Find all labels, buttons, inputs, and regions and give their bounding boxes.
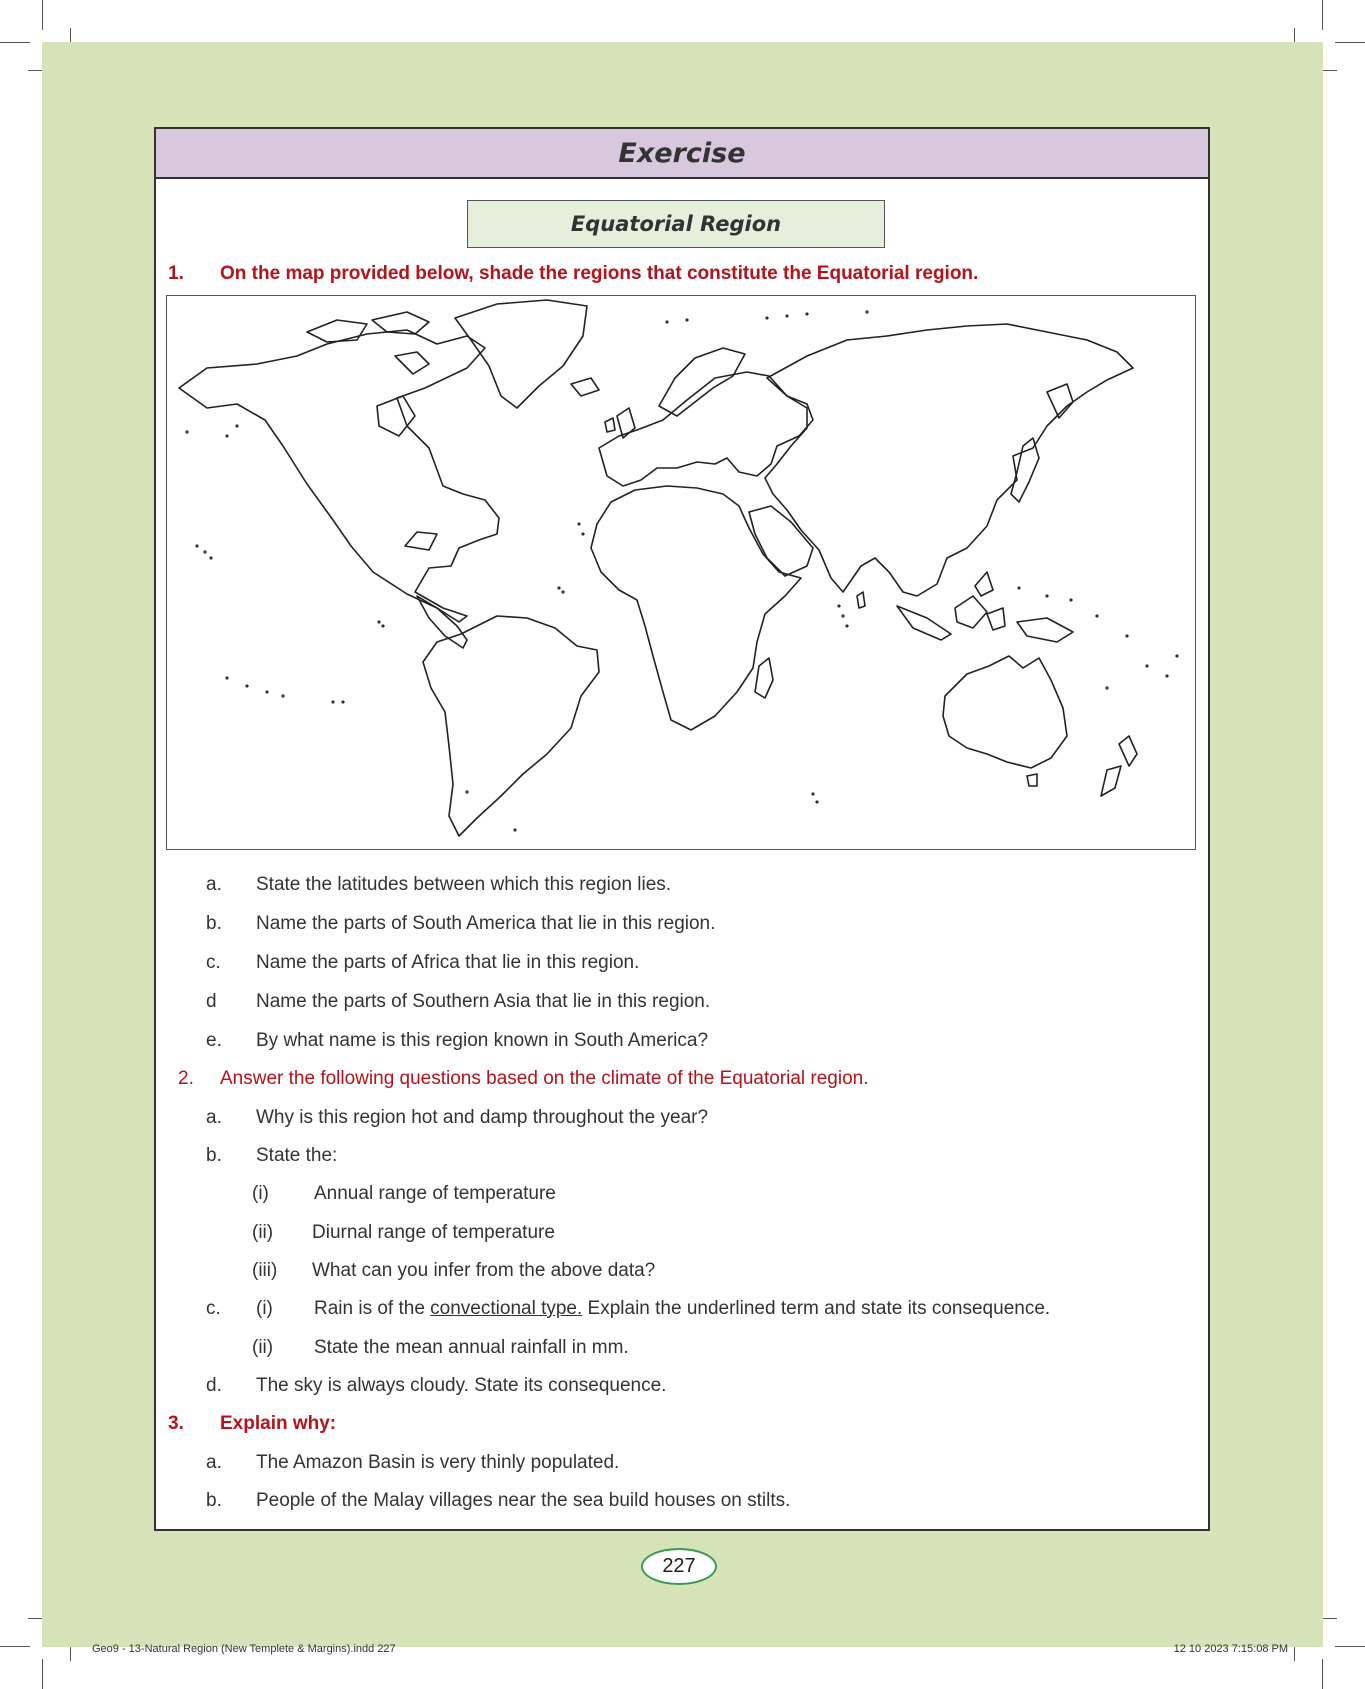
question-2b-iii-text: What can you infer from the above data? bbox=[312, 1260, 656, 1281]
asia-outline bbox=[765, 324, 1133, 596]
question-2c-label: c. bbox=[206, 1298, 221, 1319]
question-2c-ii-label: (ii) bbox=[252, 1337, 274, 1358]
print-slug-left: Geo9 - 13-Natural Region (New Templete & Margins).indd 227 bbox=[92, 1643, 396, 1655]
question-2-text: Answer the following questions based on the climate of the Equatorial region. bbox=[220, 1068, 869, 1089]
north-america-outline bbox=[179, 330, 499, 622]
new-zealand-outline bbox=[1119, 736, 1137, 766]
question-2c-i-text-pre: Rain is of the bbox=[314, 1298, 431, 1319]
question-1b-label: b. bbox=[206, 913, 222, 934]
question-1 bbox=[168, 263, 978, 285]
question-1d-text: Name the parts of Southern Asia that lie in this region. bbox=[256, 991, 711, 1012]
exercise-title: Exercise bbox=[618, 138, 746, 169]
question-1c bbox=[206, 952, 639, 974]
question-3b-label: b. bbox=[206, 1490, 222, 1511]
question-2c-i-label: (i) bbox=[256, 1298, 273, 1319]
question-2c-i-underlined-term: convectional type. bbox=[430, 1298, 583, 1319]
south-america-outline bbox=[423, 616, 599, 836]
exercise-title-bar bbox=[156, 129, 1208, 179]
question-2b bbox=[206, 1145, 337, 1167]
question-2-number: 2. bbox=[178, 1068, 194, 1089]
question-2d-text: The sky is always cloudy. State its consequence. bbox=[256, 1375, 667, 1396]
question-1a bbox=[206, 874, 671, 896]
question-2b-ii-label: (ii) bbox=[252, 1222, 274, 1243]
question-2b-i-text: Annual range of temperature bbox=[314, 1183, 556, 1204]
question-1e-text: By what name is this region known in South America? bbox=[256, 1030, 709, 1051]
question-2c-i bbox=[206, 1298, 1050, 1320]
question-1d bbox=[206, 991, 710, 1013]
world-outline-map[interactable] bbox=[166, 295, 1196, 850]
page-number: 227 bbox=[641, 1548, 717, 1585]
question-3 bbox=[168, 1413, 336, 1435]
question-3a bbox=[206, 1452, 619, 1474]
question-2c-ii-text: State the mean annual rainfall in mm. bbox=[314, 1337, 629, 1358]
question-2 bbox=[178, 1068, 869, 1090]
question-2b-text: State the: bbox=[256, 1145, 338, 1166]
question-2a-label: a. bbox=[206, 1107, 222, 1128]
question-1c-label: c. bbox=[206, 952, 221, 973]
question-1e-label: e. bbox=[206, 1030, 222, 1051]
question-2b-ii bbox=[252, 1222, 555, 1244]
greenland-outline bbox=[455, 300, 587, 408]
question-3-number: 3. bbox=[168, 1413, 184, 1434]
question-2a bbox=[206, 1107, 708, 1129]
question-3a-text: The Amazon Basin is very thinly populated. bbox=[256, 1452, 620, 1473]
print-slug-right: 12 10 2023 7:15:08 PM bbox=[1173, 1643, 1288, 1655]
question-2d-label: d. bbox=[206, 1375, 222, 1396]
australia-outline bbox=[943, 656, 1067, 768]
question-3a-label: a. bbox=[206, 1452, 222, 1473]
question-1a-label: a. bbox=[206, 874, 222, 895]
africa-outline bbox=[591, 486, 801, 730]
question-3-text: Explain why: bbox=[220, 1413, 337, 1434]
question-2b-i bbox=[252, 1183, 556, 1205]
question-2b-iii-label: (iii) bbox=[252, 1260, 278, 1281]
question-2b-label: b. bbox=[206, 1145, 222, 1166]
question-3b bbox=[206, 1490, 790, 1512]
question-1d-label: d bbox=[206, 991, 217, 1012]
question-3b-text: People of the Malay villages near the sea build houses on stilts. bbox=[256, 1490, 791, 1511]
question-1b-text: Name the parts of South America that lie in this region. bbox=[256, 913, 716, 934]
question-1-text: On the map provided below, shade the regions that constitute the Equatorial region. bbox=[220, 263, 979, 284]
europe-outline bbox=[599, 372, 813, 486]
world-map-drawing bbox=[167, 296, 1194, 848]
question-1b bbox=[206, 913, 715, 935]
question-2b-iii bbox=[252, 1260, 655, 1282]
madagascar-outline bbox=[755, 658, 773, 698]
question-1c-text: Name the parts of Africa that lie in this region. bbox=[256, 952, 640, 973]
question-2b-i-label: (i) bbox=[252, 1183, 269, 1204]
question-2c-ii bbox=[252, 1337, 629, 1359]
section-subtitle: Equatorial Region bbox=[570, 212, 782, 236]
question-1a-text: State the latitudes between which this region lies. bbox=[256, 874, 672, 895]
exercise-sheet bbox=[154, 127, 1210, 1531]
question-2b-ii-text: Diurnal range of temperature bbox=[312, 1222, 555, 1243]
question-2a-text: Why is this region hot and damp throughout the year? bbox=[256, 1107, 709, 1128]
question-2d bbox=[206, 1375, 666, 1397]
question-2c-i-text-post: Explain the underlined term and state its consequence. bbox=[582, 1298, 1051, 1319]
question-1e bbox=[206, 1030, 708, 1052]
section-subtitle-box bbox=[467, 200, 885, 248]
question-1-number: 1. bbox=[168, 263, 184, 284]
